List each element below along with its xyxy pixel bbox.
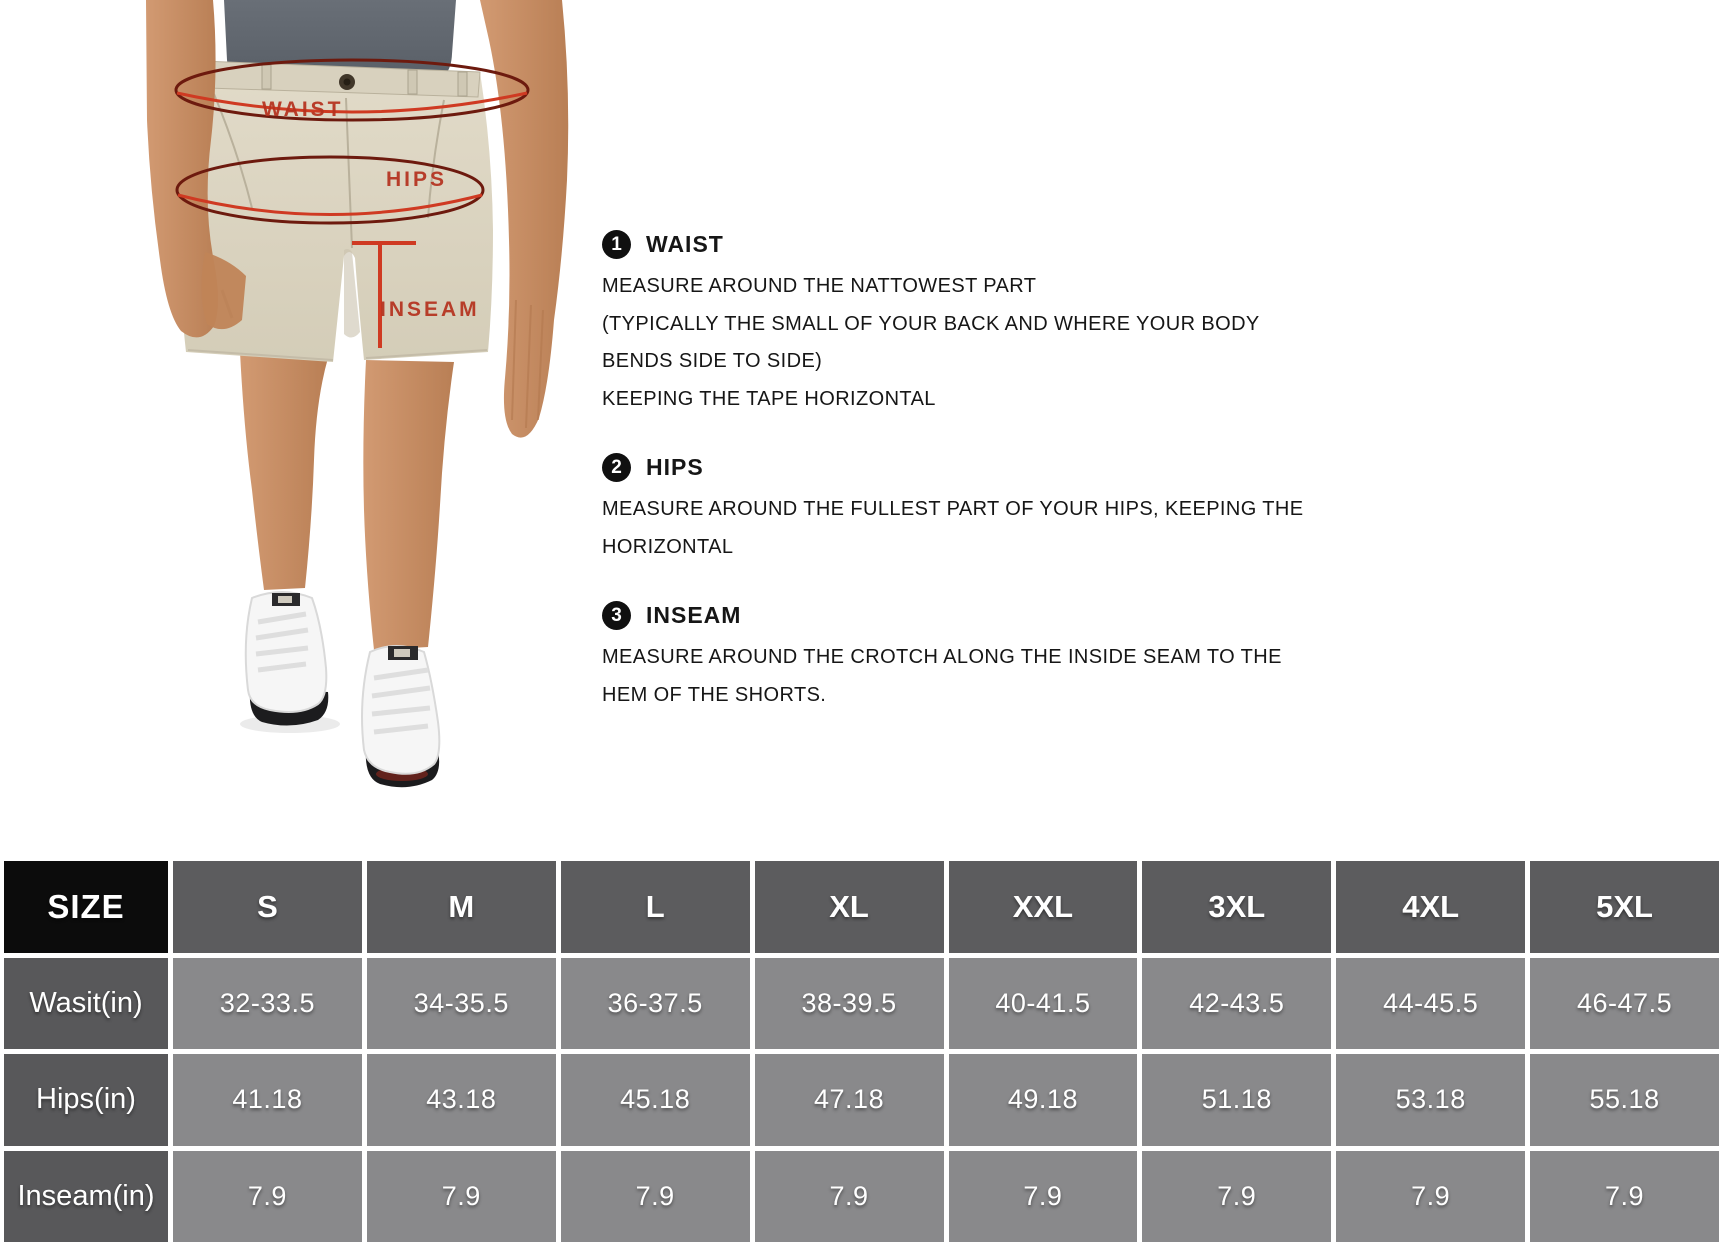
inseam-value: 7.9	[1336, 1151, 1525, 1243]
hips-value: 43.18	[367, 1054, 556, 1146]
waist-value: 38-39.5	[755, 958, 944, 1050]
step-1-badge: 1	[602, 230, 631, 259]
instruction-text: MEASURE AROUND THE FULLEST PART OF YOUR HIPS, KEEPING THE	[602, 498, 1304, 520]
instruction-inseam	[602, 601, 1402, 714]
size-col-l: L	[561, 861, 750, 953]
right-arm	[480, 0, 568, 438]
inseam-value: 7.9	[561, 1151, 750, 1243]
waist-figure-label: WAIST	[262, 98, 344, 121]
step-3-badge: 3	[602, 601, 631, 630]
hips-value: 51.18	[1142, 1054, 1331, 1146]
inseam-value: 7.9	[367, 1151, 556, 1243]
left-shoe	[240, 592, 340, 733]
instruction-text: HORIZONTAL	[602, 535, 734, 558]
step-3-title: INSEAM	[646, 602, 742, 628]
size-col-3xl: 3XL	[1142, 861, 1331, 953]
step-1-title: WAIST	[646, 231, 724, 257]
inseam-value: 7.9	[949, 1151, 1138, 1243]
waist-value: 42-43.5	[1142, 958, 1331, 1050]
size-col-xl: XL	[755, 861, 944, 953]
right-shoe	[362, 646, 439, 787]
instruction-hips	[602, 453, 1402, 566]
row-label-waist: Wasit(in)	[4, 958, 168, 1050]
waist-value: 36-37.5	[561, 958, 750, 1050]
instruction-waist-heading	[602, 230, 1402, 259]
left-leg	[240, 352, 328, 590]
waist-value: 34-35.5	[367, 958, 556, 1050]
waist-value: 46-47.5	[1530, 958, 1719, 1050]
hips-figure-label: HIPS	[386, 168, 448, 191]
step-2-badge: 2	[602, 453, 631, 482]
hips-value: 53.18	[1336, 1054, 1525, 1146]
size-col-5xl: 5XL	[1530, 861, 1719, 953]
instruction-text: MEASURE AROUND THE NATTOWEST PART	[602, 275, 1037, 297]
instruction-inseam-heading	[602, 601, 1402, 630]
size-table-corner-header: SIZE	[4, 861, 168, 953]
hips-value: 55.18	[1530, 1054, 1719, 1146]
inseam-figure-label: INSEAM	[380, 298, 480, 321]
waist-value: 44-45.5	[1336, 958, 1525, 1050]
row-label-inseam: Inseam(in)	[4, 1151, 168, 1243]
size-col-s: S	[173, 861, 362, 953]
inseam-value: 7.9	[1142, 1151, 1331, 1243]
inseam-value: 7.9	[173, 1151, 362, 1243]
instruction-text: KEEPING THE TAPE HORIZONTAL	[602, 387, 936, 410]
row-label-hips: Hips(in)	[4, 1054, 168, 1146]
model-photo	[0, 0, 590, 790]
size-col-4xl: 4XL	[1336, 861, 1525, 953]
instruction-text: MEASURE AROUND THE CROTCH ALONG THE INSIDE SEAM TO THE	[602, 646, 1282, 668]
instruction-text: BENDS SIDE TO SIDE)	[602, 350, 823, 372]
hips-value: 47.18	[755, 1054, 944, 1146]
size-table	[0, 857, 1723, 1246]
size-col-xxl: XXL	[949, 861, 1138, 953]
inseam-value: 7.9	[755, 1151, 944, 1243]
hips-value: 49.18	[949, 1054, 1138, 1146]
waist-value: 32-33.5	[173, 958, 362, 1050]
hips-value: 41.18	[173, 1054, 362, 1146]
size-col-m: M	[367, 861, 556, 953]
measure-instructions	[602, 230, 1402, 749]
instruction-text: HEM OF THE SHORTS.	[602, 683, 827, 706]
step-2-title: HIPS	[646, 454, 704, 480]
instruction-hips-heading	[602, 453, 1402, 482]
waist-value: 40-41.5	[949, 958, 1138, 1050]
inseam-value: 7.9	[1530, 1151, 1719, 1243]
instruction-text: (TYPICALLY THE SMALL OF YOUR BACK AND WHERE YOUR BODY	[602, 312, 1260, 335]
instruction-waist	[602, 230, 1402, 418]
right-leg	[363, 360, 454, 650]
hips-value: 45.18	[561, 1054, 750, 1146]
